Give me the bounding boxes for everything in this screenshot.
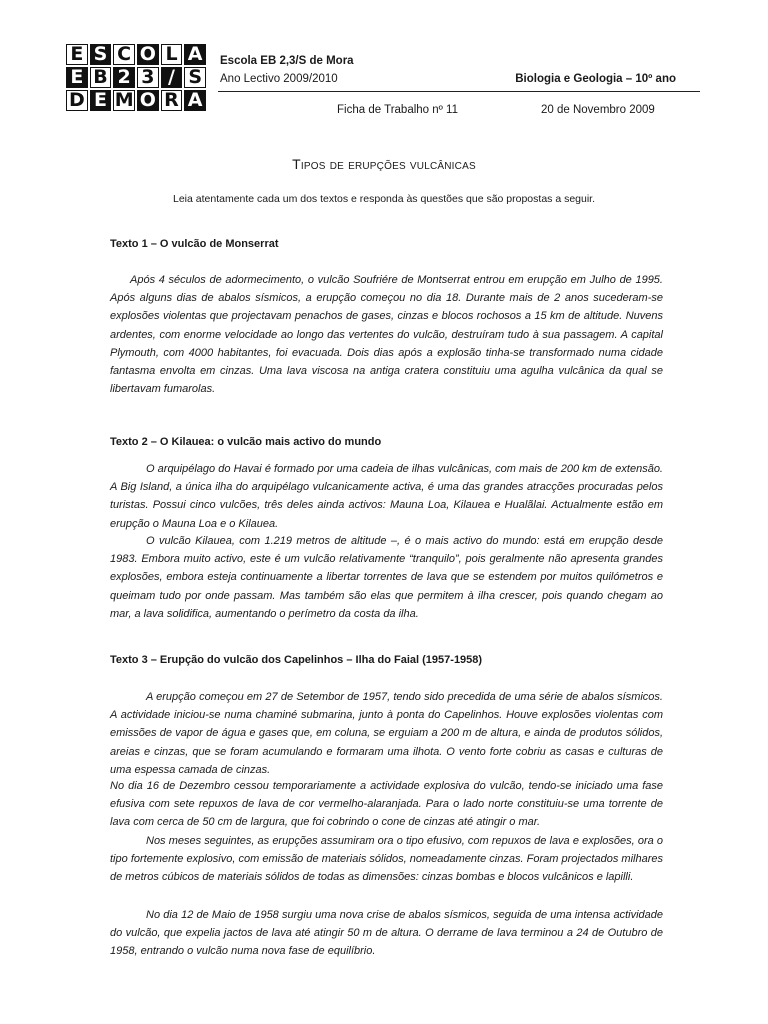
school-name: Escola EB 2,3/S de Mora xyxy=(220,55,354,67)
logo-letter: C xyxy=(113,44,135,65)
header-divider xyxy=(218,91,700,92)
logo-letter: O xyxy=(137,44,159,65)
logo-letter: R xyxy=(161,90,183,111)
school-year: Ano Lectivo 2009/2010 xyxy=(220,73,338,85)
logo-letter: A xyxy=(184,90,206,111)
text-3-paragraph: Nos meses seguintes, as erupções assumiram ora o tipo efusivo, com repuxos de lava e explosões, ora o tipo fortemente explosivo, com emissão de materiais sólidos, nomeadamente cinzas. Foram projectados milhares de metros cúbicos de materiais sólidos de todas as dimensões: cinzas bombas e blocos vulcânicos e lapilli. xyxy=(110,835,663,884)
text-3-paragraph: A erupção começou em 27 de Setembor de 1957, tendo sido precedida de uma série de abalos sísmicos. A actividade iniciou-se numa chaminé submarina, junto à ponta do Capelinhos. Houve explosões violentas com emissões de vapor de água e gases que, em coluna, se erguiam a 200 m de altura, e ainda de produtos sólidos, areias e cinzas, que se foram acumulando e formaram uma ilhota. O vento forte cobriu as casas e culturas de uma espessa camada de cinzas. xyxy=(110,691,663,776)
logo-letter: S xyxy=(184,67,206,88)
school-logo xyxy=(66,43,206,111)
logo-letter: D xyxy=(66,90,88,111)
logo-letter: 2 xyxy=(113,67,135,88)
text-1-paragraph: Após 4 séculos de adormecimento, o vulcão Soufriére de Montserrat entrou em erupção em Julho de 1995. Após alguns dias de abalos sísmicos, a erupção começou no dia 18. Durante mais de 2 anos sucederam-se explosões violentas que projectavam penachos de gases, cinzas e blocos rochosos a 15 km de altitude. Nuvens ardentes, com enorme velocidade ao longo das vertentes do vulcão, destruíram tudo à sua passagem. A capital Plymouth, com 4000 habitantes, foi evacuada. Dois dias após a explosão tinha-se transformado numa cidade fantasma envolta em cinzas. Uma lava viscosa na antiga cratera constituiu uma agulha vulcânica da qual se libertavam fumarolas. xyxy=(110,274,663,396)
page-title: Tipos de erupções vulcânicas xyxy=(292,156,476,172)
subject: Biologia e Geologia – 10º ano xyxy=(515,73,676,85)
text-3-paragraph: No dia 16 de Dezembro cessou temporariamente a actividade explosiva do vulcão, tendo-se iniciado uma fase efusiva com sete repuxos de lava de cor vermelho-alaranjada. Para o lado norte constituiu-se uma torrente de lava com cerca de 50 cm de largura, que foi cobrindo o cone de cinzas até atingir o mar. xyxy=(110,780,663,829)
logo-letter: M xyxy=(114,89,134,111)
text-2-paragraph: O arquipélago do Havai é formado por uma cadeia de ilhas vulcânicas, com mais de 200 km de extensão. A Big Island, a única ilha do arquipélago vulcanicamente activa, é uma das grandes atracções procuradas pelos turistas. Possui cinco vulcões, três deles ainda activos: Mauna Loa, Kilauea e Hualãlai. Actualmente estão em erupção o Mauna Loa e o Kilauea. xyxy=(110,463,663,530)
logo-letter: / xyxy=(161,67,183,88)
logo-letter: E xyxy=(66,44,88,65)
logo-letter: 3 xyxy=(137,67,159,88)
worksheet-number: Ficha de Trabalho nº 11 xyxy=(337,104,458,116)
text-3-heading: Texto 3 – Erupção do vulcão dos Capelinhos – Ilha do Faial (1957-1958) xyxy=(110,654,483,666)
instructions: Leia atentamente cada um dos textos e responda às questões que são propostas a seguir. xyxy=(172,193,596,205)
logo-letter: B xyxy=(90,67,112,88)
logo-letter: E xyxy=(66,67,88,88)
worksheet-date: 20 de Novembro 2009 xyxy=(541,104,655,116)
logo-letter: S xyxy=(90,44,112,65)
logo-letter: A xyxy=(184,44,206,65)
text-2-heading: Texto 2 – O Kilauea: o vulcão mais activo do mundo xyxy=(110,436,382,448)
logo-letter: E xyxy=(90,90,112,111)
text-1-heading: Texto 1 – O vulcão de Monserrat xyxy=(110,238,279,250)
text-3-paragraph: No dia 12 de Maio de 1958 surgiu uma nova crise de abalos sísmicos, seguida de uma intensa actividade do vulcão, que expelia jactos de lava até atingir 50 m de altura. O derrame de lava terminou a 24 de Outubro de 1958, entrando o vulcão numa nova fase de equilíbrio. xyxy=(110,909,663,958)
logo-letter: L xyxy=(161,44,183,65)
text-2-paragraph: O vulcão Kilauea, com 1.219 metros de altitude –, é o mais activo do mundo: está em erupção desde 1983. Embora muito activo, este é um vulcão relativamente “tranquilo”, pois geralmente não apresenta grandes explosões, embora esteja continuamente a libertar torrentes de lava que se estendem por muitos quilómetros e queimam tudo por onde passam. Mas também são elas que permitem à ilha crescer, pois quando chegam ao mar, a lava solidifica, aumentando o perímetro da costa da ilha. xyxy=(110,535,663,620)
logo-letter: O xyxy=(137,90,159,111)
